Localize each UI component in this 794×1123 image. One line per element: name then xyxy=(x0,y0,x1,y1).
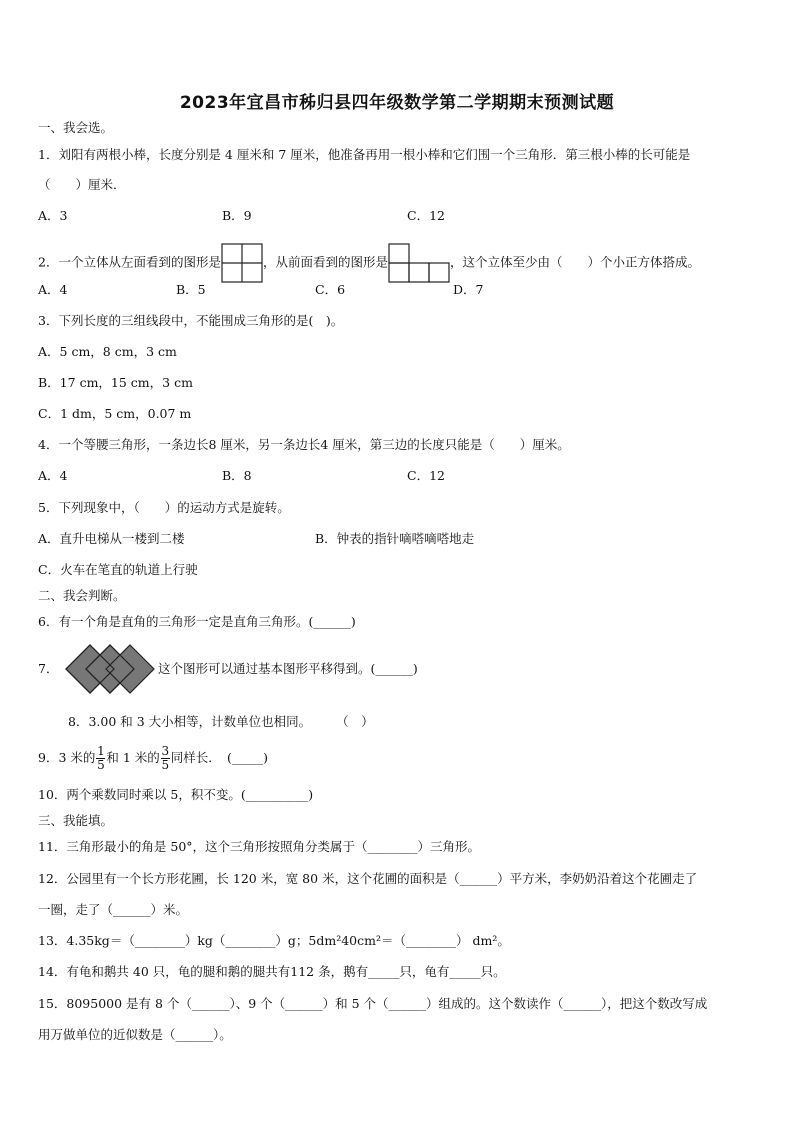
question-12-line-2: 一圈，走了（______）米。 xyxy=(38,902,189,917)
question-7-text: 这个图形可以通过基本图形平移得到。(______) xyxy=(158,661,418,676)
question-8: 8．3.00 和 3 大小相等，计数单位也相同。 （ ） xyxy=(68,714,374,729)
section-heading-fill: 三、我能填。 xyxy=(38,813,114,828)
question-15-line-1: 15．8095000 是有 8 个（______）、9 个（______）和 5 个（______）组成的。这个数读作（______），把这个数改写成 xyxy=(38,996,708,1011)
fraction-denominator: 5 xyxy=(97,758,105,772)
front-view-figure xyxy=(388,243,450,283)
section-heading-judge: 二、我会判断。 xyxy=(38,588,126,603)
question-6: 6．有一个角是直角的三角形一定是直角三角形。(______) xyxy=(38,614,356,629)
question-2-stem xyxy=(38,243,700,283)
question-12-line-1: 12．公园里有一个长方形花圃，长 120 米，宽 80 米，这个花圃的面积是（______）平方米，李奶奶沿着这个花圃走了 xyxy=(38,871,698,886)
question-4-stem: 4．一个等腰三角形，一条边长8 厘米，另一条边长4 厘米，第三边的长度只能是（ ）厘米。 xyxy=(38,437,570,452)
fraction-one-fifth xyxy=(96,745,105,772)
question-2-option-b: B．5 xyxy=(176,282,206,297)
question-11: 11．三角形最小的角是 50°，这个三角形按照角分类属于（________）三角形。 xyxy=(38,839,481,854)
diamond-pattern-figure xyxy=(62,643,158,695)
question-3-stem: 3．下列长度的三组线段中，不能围成三角形的是( )。 xyxy=(38,313,344,328)
question-14: 14．有龟和鹅共 40 只，龟的腿和鹅的腿共有112 条，鹅有_____只，龟有_____只。 xyxy=(38,964,506,979)
question-5-stem: 5．下列现象中，（ ）的运动方式是旋转。 xyxy=(38,500,290,515)
fraction-numerator: 3 xyxy=(161,744,170,758)
question-4-option-a: A．4 xyxy=(38,468,68,483)
question-2-text-3: ，这个立体至少由（ ）个小正方体搭成。 xyxy=(449,254,700,270)
question-15-line-2: 用万做单位的近似数是（______）。 xyxy=(38,1027,232,1042)
question-9-text-3: 同样长． (_____) xyxy=(170,750,269,765)
question-2-text-1: 2．一个立体从左面看到的图形是 xyxy=(38,254,221,270)
question-10: 10．两个乘数同时乘以 5，积不变。(__________) xyxy=(38,787,314,802)
question-3-option-a: A．5 cm，8 cm，3 cm xyxy=(38,344,177,359)
fraction-numerator: 1 xyxy=(97,744,105,758)
question-3-option-c: C．1 dm，5 cm，0.07 m xyxy=(38,406,192,421)
section-heading-choice: 一、我会选。 xyxy=(38,120,114,135)
question-4-option-b: B．8 xyxy=(222,468,252,483)
question-1-option-b: B．9 xyxy=(222,208,252,223)
fraction-three-fifths xyxy=(161,745,170,772)
question-13: 13．4.35kg＝（________）kg（________）g；5dm²40cm²＝（________） dm²。 xyxy=(38,933,510,948)
question-1-stem: 1．刘阳有两根小棒，长度分别是 4 厘米和 7 厘米，他准备再用一根小棒和它们围一个三角形．第三根小棒的长可能是 xyxy=(38,147,691,162)
question-1-stem-cont: （ ）厘米． xyxy=(38,177,126,192)
question-3-option-b: B．17 cm，15 cm，3 cm xyxy=(38,375,193,390)
question-1-option-c: C．12 xyxy=(407,208,445,223)
left-view-figure xyxy=(221,243,263,283)
question-5-option-c: C．火车在笔直的轨道上行驶 xyxy=(38,562,198,577)
question-4-option-c: C．12 xyxy=(407,468,445,483)
question-7-number: 7． xyxy=(38,661,59,676)
fraction-denominator: 5 xyxy=(161,758,170,772)
question-5-option-b: B．钟表的指针嘀嗒嘀嗒地走 xyxy=(315,531,475,546)
question-9-text-1: 9．3 米的 xyxy=(38,750,96,765)
question-2-option-c: C．6 xyxy=(315,282,346,297)
page-title: 2023年宜昌市秭归县四年级数学第二学期期末预测试题 xyxy=(179,93,615,113)
question-1-option-a: A．3 xyxy=(38,208,68,223)
question-2-text-2: ，从前面看到的图形是 xyxy=(262,254,388,270)
question-2-option-d: D．7 xyxy=(453,282,484,297)
question-5-option-a: A．直升电梯从一楼到二楼 xyxy=(38,531,185,546)
question-9 xyxy=(38,741,268,775)
question-2-option-a: A．4 xyxy=(38,282,68,297)
question-9-text-2: 和 1 米的 xyxy=(106,750,160,765)
